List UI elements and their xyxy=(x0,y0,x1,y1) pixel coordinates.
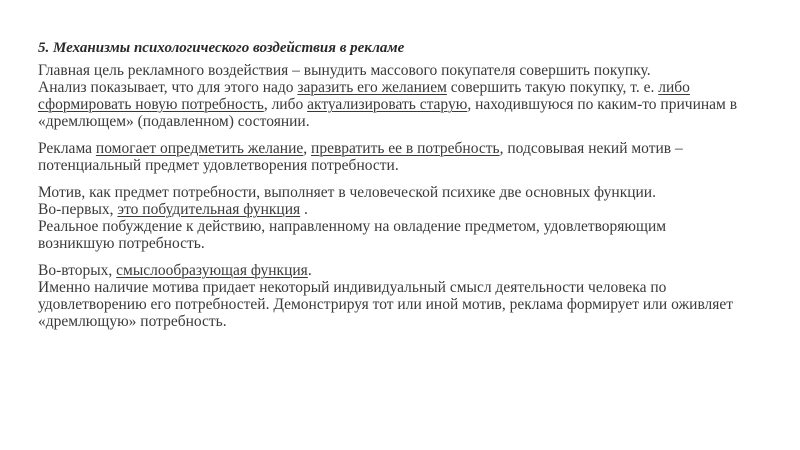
slide-body xyxy=(38,62,738,340)
text-run: . xyxy=(307,262,312,279)
text-run: , подсовывая некий мотив – потенциальный предмет удовлетворения потребности. xyxy=(38,140,683,174)
text-run: Во-вторых, xyxy=(38,262,117,279)
text-run: Мотив, как предмет потребности, выполняет в человеческой психике две основных функции. xyxy=(38,184,656,201)
text-run: Реклама xyxy=(38,140,96,157)
text-run: Анализ показывает, что для этого надо xyxy=(38,79,298,96)
underlined-phrase: заразить его желанием xyxy=(297,79,447,96)
underlined-phrase: это побудительная функция xyxy=(117,201,301,218)
slide-heading: 5. Механизмы психологического воздействия в рекламе xyxy=(38,40,405,56)
underlined-phrase: превратить ее в потребность xyxy=(311,140,500,157)
text-run: . xyxy=(300,201,308,218)
paragraph-goal xyxy=(38,62,738,130)
text-run: , находившуюся по каким-то причинам в «дремлющем» (подавленном) состоянии. xyxy=(38,96,738,130)
text-run: , xyxy=(303,140,312,157)
text-run: Реальное побуждение к действию, направленному на овладение предметом, удовлетворяющим возникшую потребность. xyxy=(38,218,667,252)
paragraph-motive-second xyxy=(38,262,738,330)
text-run: Главная цель рекламного воздействия – вынудить массового покупателя совершить покупку. xyxy=(38,62,651,79)
underlined-phrase: помогает опредметить желание xyxy=(95,140,304,157)
underlined-phrase: смыслообразующая функция xyxy=(116,262,308,279)
paragraph-motive-first xyxy=(38,184,738,252)
underlined-phrase: актуализировать старую xyxy=(307,96,468,113)
text-run: Во-первых, xyxy=(38,201,118,218)
underlined-phrase: либо сформировать новую потребность xyxy=(38,79,690,113)
paragraph-advertising xyxy=(38,140,738,174)
text-run: совершить такую покупку, т. е. xyxy=(446,79,659,96)
text-run: , либо xyxy=(263,96,308,113)
text-run: Именно наличие мотива придает некоторый индивидуальный смысл деятельности человека по удовлетворению его потребностей. Демонстрируя тот или иной мотив, реклама формирует или оживляет «дремлющую» потребность. xyxy=(38,279,734,330)
